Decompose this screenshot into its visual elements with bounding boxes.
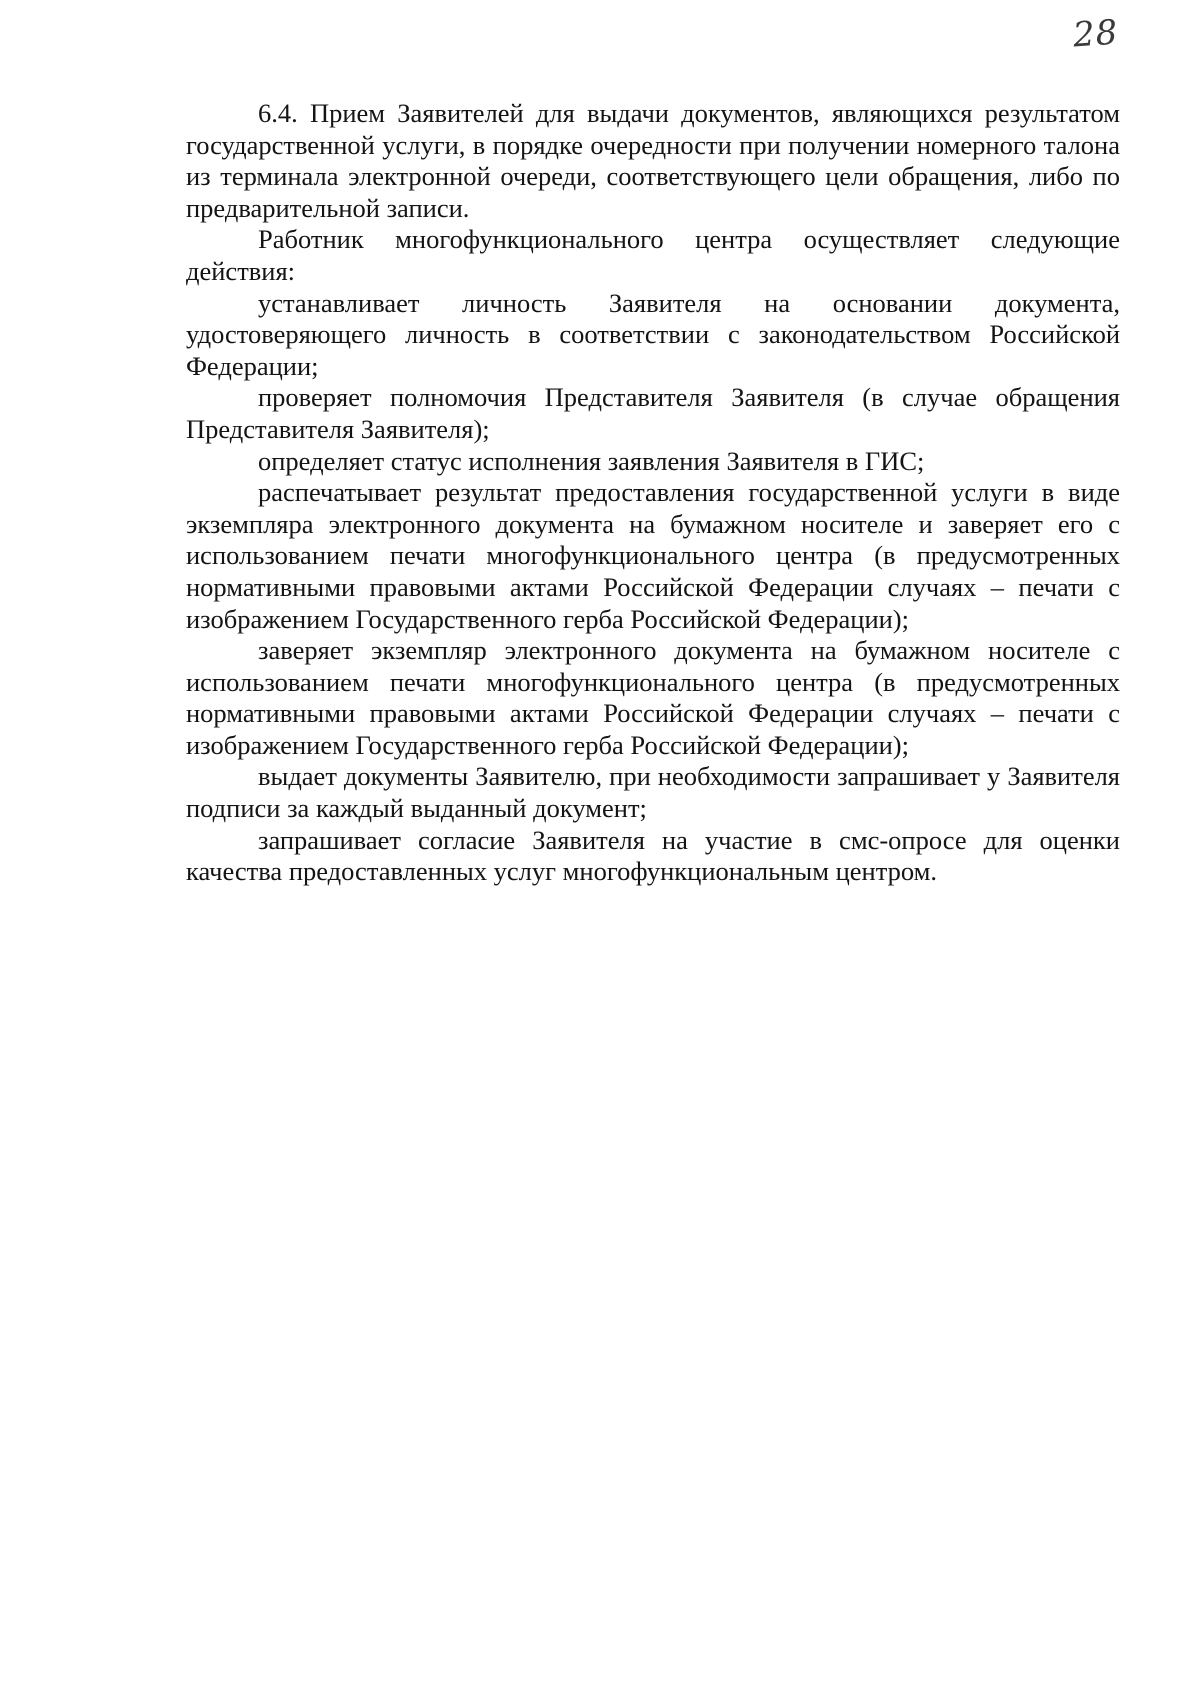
paragraph-6-4-intro: 6.4. Прием Заявителей для выдачи документов, являющихся результатом государственной услуги, в порядке очередности при получении номерного талона из терминала электронной очереди, соответствующего цели обращения, либо по предварительной записи. bbox=[186, 98, 1120, 223]
paragraph-worker-actions: Работник многофункционального центра осуществляет следующие действия: bbox=[186, 224, 1120, 286]
paragraph-certify-copy: заверяет экземпляр электронного документа на бумажном носителе с использованием печати многофункционального центра (в предусмотренных нормативными правовыми актами Российской Федерации случаях – печати с изображением Государственного герба Российской Федерации); bbox=[186, 635, 1120, 760]
paragraph-sms-survey: запрашивает согласие Заявителя на участие в смс-опросе для оценки качества предоставленных услуг многофункциональным центром. bbox=[186, 824, 1120, 887]
paragraph-determine-status: определяет статус исполнения заявления Заявителя в ГИС; bbox=[258, 445, 925, 476]
paragraph-check-authority: проверяет полномочия Представителя Заявителя (в случае обращения Представителя Заявителя); bbox=[186, 382, 1120, 444]
paragraph-identify-applicant: устанавливает личность Заявителя на основании документа, удостоверяющего личность в соответствии с законодательством Российской Федерации; bbox=[186, 287, 1120, 381]
paragraph-print-result: распечатывает результат предоставления государственной услуги в виде экземпляра электронного документа на бумажном носителе и заверяет его с использованием печати многофункционального центра (в предусмотренных нормативными правовыми актами Российской Федерации случаях – печати с изображением Государственного герба Российской Федерации); bbox=[186, 477, 1120, 634]
paragraph-issue-documents: выдает документы Заявителю, при необходимости запрашивает у Заявителя подписи за каждый выданный документ; bbox=[186, 761, 1120, 824]
handwritten-page-number: 28 bbox=[1071, 12, 1120, 56]
document-body bbox=[186, 98, 1120, 888]
